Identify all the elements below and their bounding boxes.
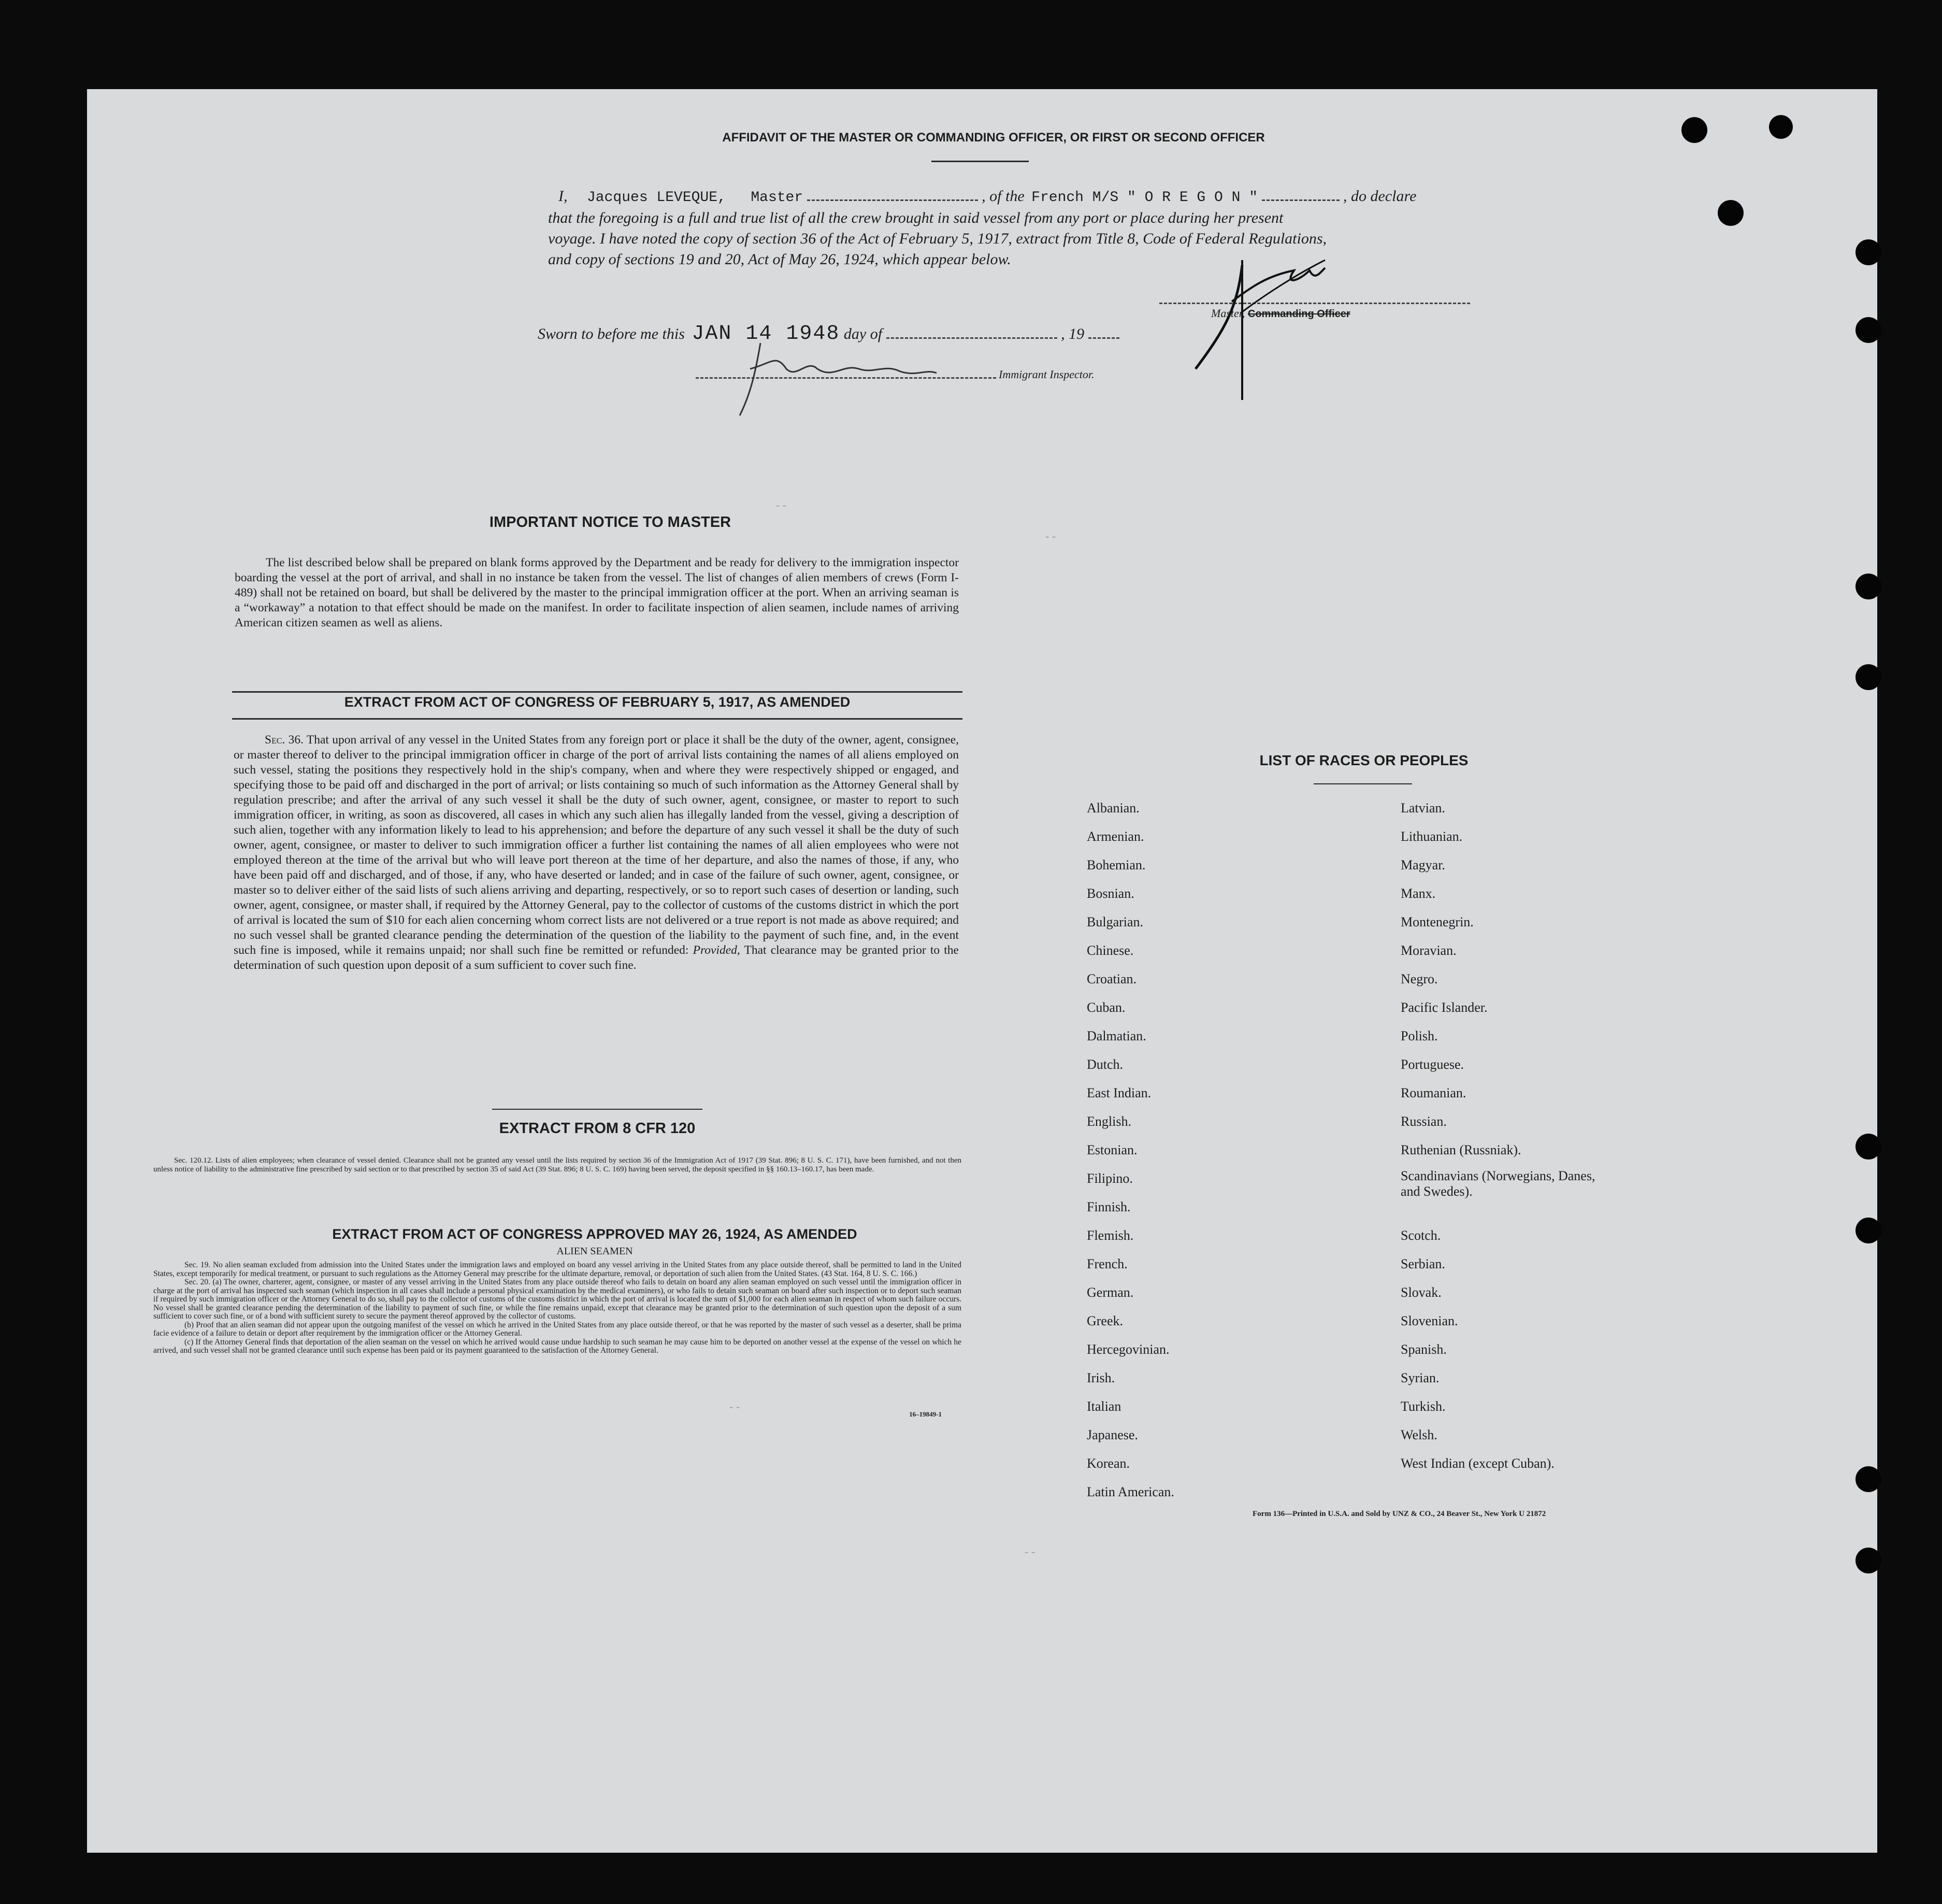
section-36-label: Sec. 36. [265,733,304,747]
affidavit-i: I, [558,188,568,205]
sec19-text: Sec. 19. No alien seaman excluded from admission into the United States under the immigration laws and employed on board any vessel arriving in the United States from any place outside thereof, shall be permitted to land in the United States, except temporarily for medical treatment, or pursuant to such regulations as the Attorney General may prescribe for the ultimate departure, removal, or deportation of such alien from the United States. (43 Stat. 164, 8 U. S. C. 166.) [153,1261,961,1278]
race-item: Russian. [1401,1114,1447,1129]
master-rank: Master [751,190,803,206]
punch-hole [1681,117,1707,143]
races-title: LIST OF RACES OR PEOPLES [1259,752,1469,768]
act1924-body [153,1261,961,1355]
race-item: Magyar. [1401,857,1445,872]
race-item: Negro. [1401,971,1438,986]
race-item: Latvian. [1401,800,1445,815]
act1924-subtitle: ALIEN SEAMEN [556,1246,633,1257]
affidavit-line-4: and copy of sections 19 and 20, Act of May 26, 1924, which appear below. [548,251,1011,268]
affidavit-line-3: voyage. I have noted the copy of section 36 of the Act of February 5, 1917, extract from Title 8, Code of Federal Regulations, [548,230,1327,247]
of-the-text: , of the [982,188,1025,205]
section-36-tail: That clearance may be granted prior to the determination of such question upon deposit of a sum sufficient to cover such fine. [234,943,959,972]
race-item: Polish. [1401,1028,1438,1043]
race-item: Montenegrin. [1401,914,1474,929]
inspector-label: Immigrant Inspector. [999,368,1095,381]
punch-hole [1855,1218,1881,1243]
race-item-text: Scandinavians (Norwegians, Danes, and Swedes). [1401,1168,1595,1199]
sworn-text: Sworn to before me this [538,325,685,342]
race-item: East Indian. [1087,1085,1152,1100]
punch-hole [1855,1548,1881,1573]
race-item [1401,1164,1598,1221]
race-item: Finnish. [1087,1199,1131,1214]
affidavit-line-1 [558,188,1480,206]
race-item: Turkish. [1401,1399,1446,1414]
form-footer: Form 136—Printed in U.S.A. and Sold by UNZ & CO., 24 Beaver St., New York U 21872 [1253,1510,1546,1518]
act1917-title: EXTRACT FROM ACT OF CONGRESS OF FEBRUARY 5, 1917, AS AMENDED [344,694,851,710]
divider [1314,783,1412,784]
vessel-name: French M/S " O R E G O N " [1031,190,1258,206]
race-item: Irish. [1087,1370,1115,1385]
cfr-body [153,1156,961,1174]
do-declare-text: , do declare [1343,188,1417,205]
race-item: Spanish. [1401,1342,1447,1357]
act1917-body [234,733,959,973]
affidavit-title: AFFIDAVIT OF THE MASTER OR COMMANDING OFFICER, OR FIRST OR SECOND OFFICER [722,131,1265,145]
race-item: French. [1087,1256,1128,1271]
punch-hole [1855,664,1881,690]
race-item: Hercegovinian. [1087,1342,1170,1357]
show-through-mark: - - [776,498,787,511]
race-item: Latin American. [1087,1484,1174,1499]
affidavit-line-2: that the foregoing is a full and true list of all the crew brought in said vessel from any port or place during her present [548,209,1284,226]
race-item: Scotch. [1401,1228,1441,1243]
divider [232,691,962,693]
show-through-mark: - - [729,1400,740,1413]
races-left-column [1087,794,1174,1506]
print-code: 16–19849-1 [909,1410,942,1418]
race-item: Pacific Islander. [1401,1000,1488,1015]
race-item: Slovenian. [1401,1313,1458,1328]
race-item: Slovak. [1401,1285,1442,1300]
race-item: Flemish. [1087,1228,1134,1243]
race-item: Manx. [1401,886,1436,901]
punch-hole [1718,200,1744,226]
punch-hole [1769,115,1793,139]
document-page [87,89,1877,1853]
sec20c-text: (c) If the Attorney General finds that deportation of the alien seaman on the vessel on which he arrived would cause undue hardship to such seaman he may cause him to be deported on another vessel at the expense of the vessel on which he arrived, and such vessel shall not be granted clearance until such expense has been paid or its payment guaranteed to the satisfaction of the Attorney General. [153,1337,961,1355]
signature-label [1211,307,1350,320]
race-item: Roumanian. [1401,1085,1466,1100]
punch-hole [1855,317,1881,343]
race-item: Moravian. [1401,943,1457,958]
notice-title: IMPORTANT NOTICE TO MASTER [489,514,731,531]
inspector-signature [729,333,957,421]
race-item: Serbian. [1401,1256,1445,1271]
cfr-title: EXTRACT FROM 8 CFR 120 [499,1120,696,1137]
sec20b-text: (b) Proof that an alien seaman did not appear upon the outgoing manifest of the vessel on which he arrived in the United States from any place outside thereof, or that he was reported by the master of such vessel as a deserter, shall be prima facie evidence of a failure to detain or deport after requirement by the immigration officer or the Attorney General. [153,1320,961,1338]
race-item: Dutch. [1087,1057,1124,1072]
race-item: German. [1087,1285,1134,1300]
punch-hole [1855,1466,1881,1492]
race-item: Italian [1087,1399,1121,1414]
sec20a-text: Sec. 20. (a) The owner, charterer, agent, consignee, or master of any vessel arriving in the United States from any place outside thereof who fails to detain on board any alien seaman employed on such vessel until the immigration officer in charge at the port of arrival has inspected such seaman (which inspection in all cases shall include a personal physical examination by the medical examiners), or who fails to detain such seaman on board after such inspection or to deport such seaman if required by such immigration officer or the Attorney General to do so, shall pay to the collector of customs of the customs district in which the port of arrival is located the sum of $1,000 for each alien seaman in respect of whom such failure occurs. No vessel shall be granted clearance pending the determination of the liability to payment of such fine, or while the fine remains unpaid, except that clearance may be granted prior to the determination of such question upon the deposit of a sum sufficient to cover such fine, or of a bond with sufficient surety to secure the payment thereof approved by the collector of customs. [153,1278,961,1321]
race-item: Ruthenian (Russniak). [1401,1142,1521,1157]
race-item: Greek. [1087,1313,1124,1328]
race-item: Bulgarian. [1087,914,1144,929]
day-of-text: day of [843,325,883,342]
cfr-text: Sec. 120.12. Lists of alien employees; when clearance of vessel denied. Clearance shall not be granted any vessel until the lists required by section 36 of the Immigration Act of 1917 (39 Stat. 896; 8 U. S. C. 171), have been furnished, and not then unless notice of liability to the administrative fine prescribed by said section or to that prescribed by section 35 of said Act (39 Stat. 896; 8 U. S. C. 169) having been served, the deposit specified in §§ 160.13–160.17, has been made. [153,1156,961,1173]
notice-text: The list described below shall be prepared on blank forms approved by the Department and be ready for delivery to the immigration inspector boarding the vessel at the port of arrival, and shall in no instance be taken from the vessel. The list of changes of alien members of crews (Form I-489) shall not be retained on board, but shall be delivered by the master to the principal immigration officer at the port. When an arriving seaman is a “workaway” a notation to that effect should be made on the manifest. In order to facilitate inspection of alien seamen, include names of arriving American citizen seamen as well as aliens. [235,556,959,629]
year-text: , 19 [1061,325,1085,342]
master-signature [1164,245,1382,400]
section-36-text: That upon arrival of any vessel in the United States from any foreign port or place it shall be the duty of the owner, agent, consignee, or master thereof to deliver to the principal immigration officer in charge of the port of arrival lists containing the names of all aliens employed on such vessel, stating the positions they respectively hold in the ship's company, when and where they were respectively shipped or engaged, and specifying those to be paid off and discharged in the port of arrival; or lists containing so much of such information as the Attorney General shall by regulation prescribe; and after the arrival of any such vessel it shall be the duty of such owner, agent, consignee, or master to report to such immigration officer, in writing, as soon as discovered, all cases in which any such alien has illegally landed from the vessel, giving a description of such alien, together with any information likely to lead to his apprehension; and before the departure of any such vessel it shall be the duty of such owner, agent, consignee, or master to deliver to such immigration officer a further list containing the names of all alien employees who were not employed thereon at the time of the arrival but who will leave port thereon at the time of her departure, and also the names of those, if any, who have been paid off and discharged, and of those, if any, who have deserted or landed; and in case of the failure of such owner, agent, consignee, or master so to deliver either of the said lists of such aliens arriving and departing, respectively, or so to report such cases of desertion or landing, such owner, agent, consignee, or master shall, if required by the Attorney General, pay to the collector of customs of the customs district in which the port of arrival is located the sum of $10 for each alien concerning whom correct lists are not delivered or a true report is not made as above required; and no such vessel shall be granted clearance pending the determination of the question of the liability to the payment of such fine, and, in the event such fine is imposed, while it remains unpaid; nor shall such fine be remitted or refunded: [234,733,959,957]
race-item: Bosnian. [1087,886,1134,901]
act1924-title: EXTRACT FROM ACT OF CONGRESS APPROVED MAY 26, 1924, AS AMENDED [332,1226,857,1242]
race-item: Armenian. [1087,829,1144,844]
divider [492,1109,702,1110]
race-item: Syrian. [1401,1370,1440,1385]
race-item: Bohemian. [1087,857,1146,872]
master-label: Master, [1211,307,1245,320]
race-item: Chinese. [1087,943,1134,958]
race-item: West Indian (except Cuban). [1401,1456,1555,1471]
race-item: Japanese. [1087,1427,1138,1442]
sworn-date-stamp: JAN 14 1948 [692,322,840,346]
punch-hole [1855,574,1881,599]
punch-hole [1855,1134,1881,1159]
divider [931,161,1029,162]
punch-hole [1855,239,1881,265]
provided-text: Provided, [693,943,740,957]
race-item: English. [1087,1114,1131,1129]
race-item: Welsh. [1401,1427,1437,1442]
race-item: Estonian. [1087,1142,1138,1157]
races-right-column [1401,794,1598,1478]
race-item: Cuban. [1087,1000,1126,1015]
show-through-mark: - - [1025,1545,1035,1558]
notice-body [235,555,959,631]
race-item: Korean. [1087,1456,1130,1471]
race-item: Portuguese. [1401,1057,1464,1072]
show-through-mark: - - [1045,529,1056,542]
race-item: Albanian. [1087,800,1140,815]
race-item: Dalmatian. [1087,1028,1146,1043]
race-item: Croatian. [1087,971,1137,986]
divider [232,718,962,720]
race-item: Lithuanian. [1401,829,1463,844]
race-item: Filipino. [1087,1171,1133,1186]
struck-label: Commanding Officer [1247,308,1350,320]
master-name: Jacques LEVEQUE, [587,190,726,206]
